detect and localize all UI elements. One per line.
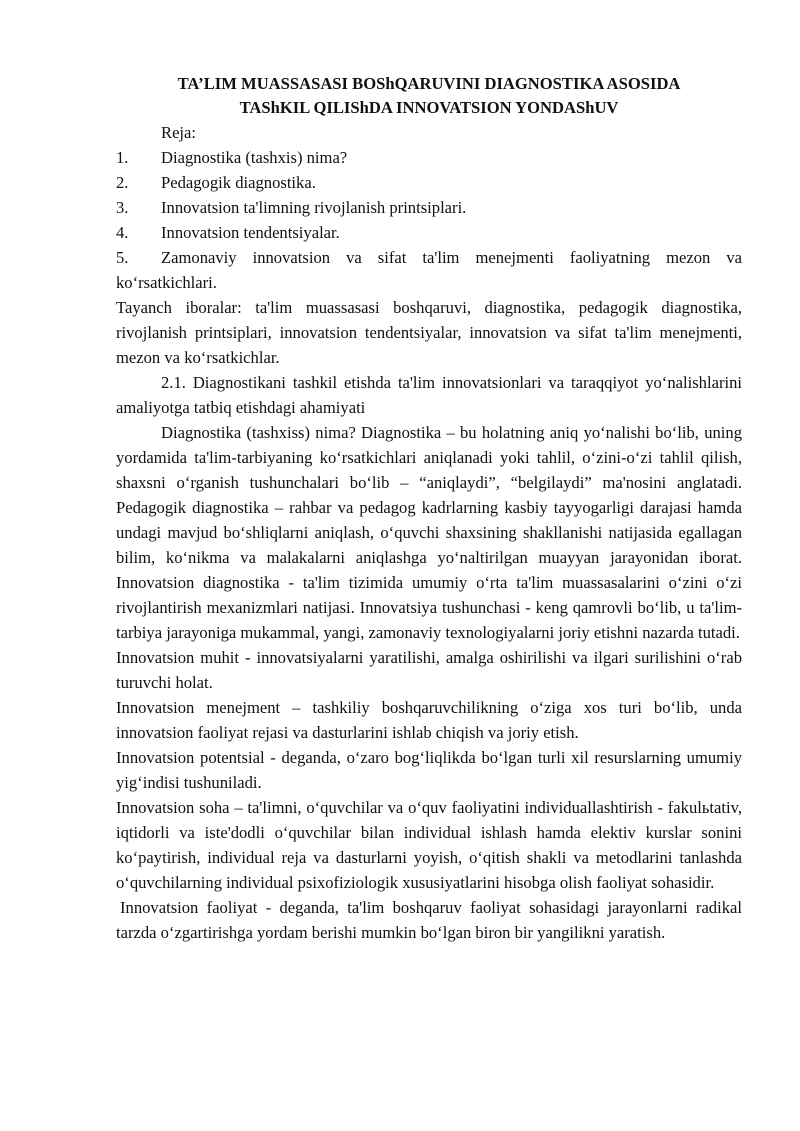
document-page [116, 72, 742, 945]
paragraph-innovatsion-soha: Innovatsion soha – ta'limni, o‘quvchilar va o‘quv faoliyatini individuallashtirish - fakulьtativ, iqtidorli va iste'dodli o‘quvchilar bilan individual ishlash hamda elektiv kurslar sonini ko‘paytirish, individual reja va dasturlarni yoyish, o‘qitish shakli va metodlarini tanlashda o‘quvchilarning individual psixofiziologik xususiyatlarini hisobga olish faoliyat sohasidir. [116, 798, 742, 892]
document-title [116, 72, 742, 120]
plan-item-number: 3. [116, 198, 129, 217]
paragraph-diagnostika: Diagnostika (tashxiss) nima? Diagnostika – bu holatning aniq yo‘nalishi bo‘lib, uning yordamida ta'lim-tarbiyaning ko‘rsatkichlari aniqlanadi yoki tahlil, o‘zini-o‘zi tahlil qilish, shaxsni o‘rganish tushunchalari bo‘lib – “aniqlaydi”, “belgilaydi” ma'nosini anglatadi. Pedagogik diagnostika – rahbar va pedagog kadrlarning kasbiy tayyogarligi darajasi hamda undagi mavjud bo‘shliqlarni aniqlash, o‘quvchi shaxsining shakllanishi natijasida egallagan bilim, ko‘nikma va malakalarni aniqlashga yo‘naltirilgan muayyan jarayonidan iborat. Innovatsion diagnostika - ta'lim tizimida umumiy o‘rta ta'lim muassasalarini o‘zini o‘zi rivojlantirish mexanizmlari natijasi. Innovatsiya tushunchasi - keng qamrovli bo‘lib, u ta'lim-tarbiya jarayoniga mukammal, yangi, zamonaviy texnologiyalarni joriy etishni nazarda tutadi. [116, 423, 742, 642]
paragraph-innovatsion-faoliyat: Innovatsion faoliyat - deganda, ta'lim boshqaruv faoliyat sohasidagi jarayonlarni radikal tarzda o‘zgartirishga yordam berishi mumkin bo‘lgan biron bir yangilikni yaratish. [116, 898, 742, 942]
paragraph-innovatsion-muhit: Innovatsion muhit - innovatsiyalarni yaratilishi, amalga oshirilishi va ilgari surilishini o‘rab turuvchi holat. [116, 648, 742, 692]
plan-item-text: Zamonaviy innovatsion va sifat ta'lim menejmenti faoliyatning mezon va ko‘rsatkichlari. [116, 248, 742, 292]
keywords-paragraph: Tayanch iboralar: ta'lim muassasasi boshqaruvi, diagnostika, pedagogik diagnostika, rivojlanish printsiplari, innovatsion tendentsiyalar, innovatsion va sifat ta'lim menejmenti, mezon va ko‘rsatkichlar. [116, 298, 742, 367]
paragraph-innovatsion-potentsial: Innovatsion potentsial - deganda, o‘zaro bog‘liqlikda bo‘lgan turli xil resurslarning umumiy yig‘indisi tushuniladi. [116, 748, 742, 792]
plan-item-number: 2. [116, 173, 129, 192]
plan-item-text: Pedagogik diagnostika. [161, 173, 316, 192]
plan-item-text: Innovatsion ta'limning rivojlanish printsiplari. [161, 198, 467, 217]
paragraph-innovatsion-menejment: Innovatsion menejment – tashkiliy boshqaruvchilikning o‘ziga xos turi bo‘lib, unda innovatsion faoliyat rejasi va dasturlarini ishlab chiqish va joriy etish. [116, 698, 742, 742]
plan-item [116, 145, 742, 170]
plan-item [116, 220, 742, 245]
plan-item-number: 1. [116, 148, 129, 167]
section-heading: 2.1. Diagnostikani tashkil etishda ta'lim innovatsionlari va taraqqiyot yo‘nalishlarini amaliyotga tatbiq etishdagi ahamiyati [116, 373, 742, 417]
title-line-1: TA’LIM MUASSASASI BOShQARUVINI DIAGNOSTIKA ASOSIDA [177, 74, 681, 93]
title-line-2: TAShKIL QILIShDA INNOVATSION YONDAShUV [239, 98, 619, 117]
plan-item [116, 170, 742, 195]
plan-item-number: 5. [116, 248, 129, 267]
plan-item-number: 4. [116, 223, 129, 242]
plan-item-text: Innovatsion tendentsiyalar. [161, 223, 340, 242]
plan-item [116, 195, 742, 220]
plan-label: Reja: [161, 123, 197, 142]
plan-list [116, 145, 742, 295]
plan-item [116, 245, 742, 295]
plan-item-text: Diagnostika (tashxis) nima? [161, 148, 348, 167]
